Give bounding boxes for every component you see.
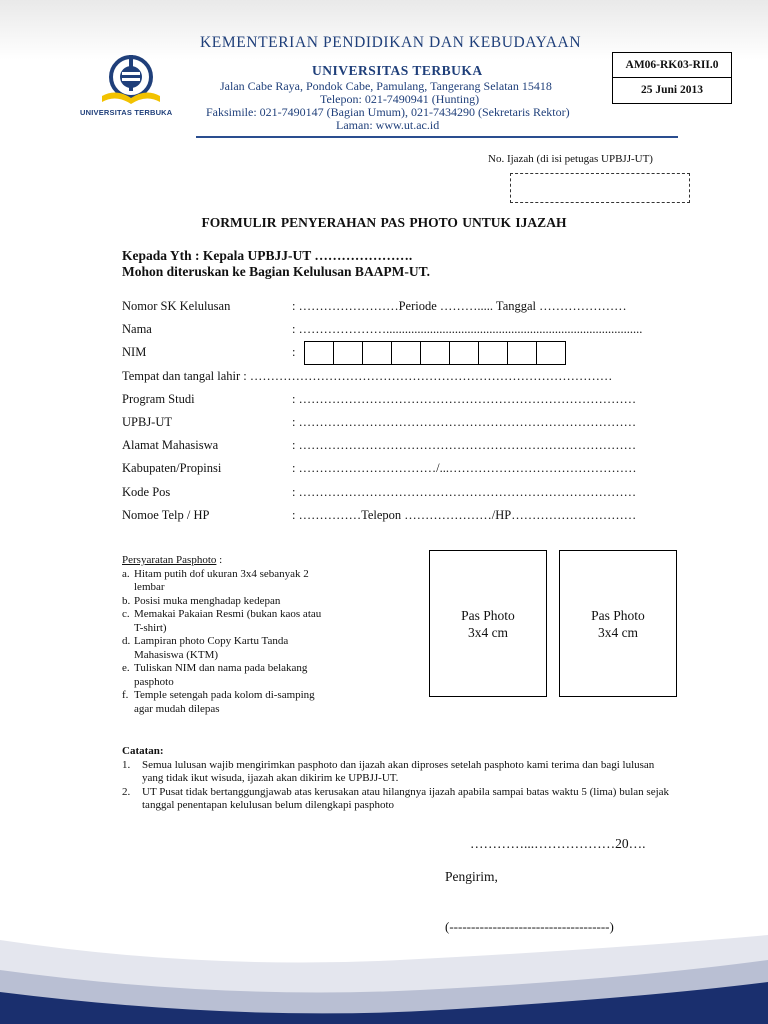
field-value: : ……………………………/...……………………………………… [292, 461, 637, 475]
photo-slot-size: 3x4 cm [467, 625, 509, 640]
phone-line: Telepon: 021-7490941 (Hunting) [320, 92, 480, 106]
photo-slot-label: Pas Photo [591, 608, 645, 623]
ijazah-number-label: No. Ijazah (di isi petugas UPBJJ-UT) [488, 153, 653, 165]
university-name: UNIVERSITAS TERBUKA [312, 63, 483, 78]
field-value: : [292, 345, 296, 359]
website-line: Laman: www.ut.ac.id [336, 118, 440, 132]
field-value: : ……………………………………………………………………… [292, 485, 637, 499]
field-label: Alamat Mahasiswa [122, 438, 219, 452]
ijazah-number-field[interactable] [510, 173, 690, 203]
nim-digit-box[interactable] [420, 341, 450, 365]
nim-digit-box[interactable] [304, 341, 334, 365]
requirement-text: Temple setengah pada kolom di-samping agar mudah dilepas [134, 689, 315, 715]
requirement-letter: f. [122, 689, 129, 701]
field-label: Nomoe Telp / HP [122, 508, 210, 522]
requirement-letter: a. [122, 567, 130, 580]
requirement-letter: e. [122, 662, 130, 674]
footer-wave [0, 930, 768, 1024]
nim-digit-box[interactable] [478, 341, 508, 365]
field-value: : ……………………………………………………………………… [292, 392, 637, 406]
field-label: Kabupaten/Propinsi [122, 461, 222, 475]
field-label: Program Studi [122, 392, 195, 406]
nim-digit-box[interactable] [391, 341, 421, 365]
requirement-text: Posisi muka menghadap kedepan [134, 594, 281, 607]
requirement-item [122, 568, 322, 595]
note-text: Semua lulusan wajib mengirimkan pasphoto dan ijazah akan diproses setelah pasphoto kami terima dan bagi lulusan yang tidak ikut wisuda, ijazah akan dikirim ke UPBJJ-UT. [142, 758, 655, 784]
note-number: 2. [122, 785, 131, 798]
field-value: : ………………….................................................................................. [292, 322, 643, 336]
addressee-line-1: Kepada Yth : Kepala UPBJJ-UT …………………. [122, 248, 413, 263]
field-label: Nomor SK Kelulusan [122, 299, 231, 313]
requirements-heading: Persyaratan Pasphoto [122, 554, 217, 566]
note-number: 1. [122, 758, 131, 771]
field-value: : ……………………………………………………………………… [292, 438, 637, 452]
field-label: Tempat dan tangal lahir : …………………………………………………………………………… [122, 369, 613, 383]
requirement-letter: b. [122, 594, 131, 607]
requirement-letter: d. [122, 635, 131, 647]
requirement-item [122, 608, 322, 635]
requirement-item [122, 635, 322, 662]
nim-digit-box[interactable] [362, 341, 392, 365]
photo-slot-size: 3x4 cm [597, 625, 639, 640]
nim-digit-box[interactable] [507, 341, 537, 365]
requirement-item [122, 662, 322, 689]
signature-line[interactable]: (-------------------------------------) [445, 919, 614, 934]
requirement-letter: c. [122, 608, 130, 620]
header-divider [196, 136, 678, 138]
field-label: UPBJ-UT [122, 415, 173, 429]
address-line: Jalan Cabe Raya, Pondok Cabe, Pamulang, Tangerang Selatan 15418 [220, 79, 552, 93]
requirement-text: Hitam putih dof ukuran 3x4 sebanyak 2 lembar [134, 567, 309, 593]
photo-slot-1[interactable] [429, 550, 547, 697]
nim-digit-box[interactable] [333, 341, 363, 365]
requirement-text: Lampiran photo Copy Kartu Tanda Mahasiswa (KTM) [134, 635, 289, 661]
requirement-text: Memakai Pakaian Resmi (bukan kaos atau T-shirt) [134, 608, 322, 634]
addressee-line-2: Mohon diteruskan ke Bagian Kelulusan BAAPM-UT. [122, 264, 431, 279]
requirement-text: Tuliskan NIM dan nama pada belakang pasphoto [134, 662, 308, 688]
note-item [122, 786, 670, 813]
nim-digit-box[interactable] [449, 341, 479, 365]
university-logo [96, 52, 166, 110]
field-value: : ……………………………………………………………………… [292, 415, 637, 429]
field-label: NIM [122, 345, 147, 359]
note-text: UT Pusat tidak bertanggungjawab atas kerusakan atau hilangnya ijazah apabila sampai batas waktu 5 (lima) bulan sejak tanggal penentapan kelulusan belum dilengkapi pasphoto [142, 785, 670, 811]
requirement-item [122, 689, 322, 716]
logo-caption: UNIVERSITAS TERBUKA [80, 108, 173, 117]
date-line[interactable]: …………...………………20…. [470, 836, 646, 851]
field-value: : ……………………Periode ………..... Tanggal ………………… [292, 299, 627, 313]
ministry-name: KEMENTERIAN PENDIDIKAN DAN KEBUDAYAAN [200, 34, 582, 51]
photo-slot-label: Pas Photo [461, 608, 515, 623]
note-item [122, 759, 670, 786]
nim-digit-boxes[interactable] [304, 341, 565, 365]
document-code-box [612, 52, 732, 104]
document-code: AM06-RK03-RII.0 [625, 59, 719, 71]
requirements-heading-suffix: : [216, 554, 223, 566]
photo-requirements [122, 554, 322, 716]
field-value: : ……………Telepon …………………/HP………………………… [292, 508, 637, 522]
form-title: FORMULIR PENYERAHAN PAS PHOTO UNTUK IJAZAH [201, 215, 567, 230]
notes-heading: Catatan: [122, 745, 164, 757]
notes-section [122, 745, 670, 813]
field-label: Nama [122, 322, 152, 336]
field-label: Kode Pos [122, 485, 171, 499]
requirement-item [122, 595, 322, 609]
nim-digit-box[interactable] [536, 341, 566, 365]
sender-label: Pengirim, [445, 869, 498, 884]
document-date: 25 Juni 2013 [613, 77, 731, 102]
fax-line: Faksimile: 021-7490147 (Bagian Umum), 021-7434290 (Sekretaris Rektor) [206, 105, 570, 119]
photo-slot-2[interactable] [559, 550, 677, 697]
